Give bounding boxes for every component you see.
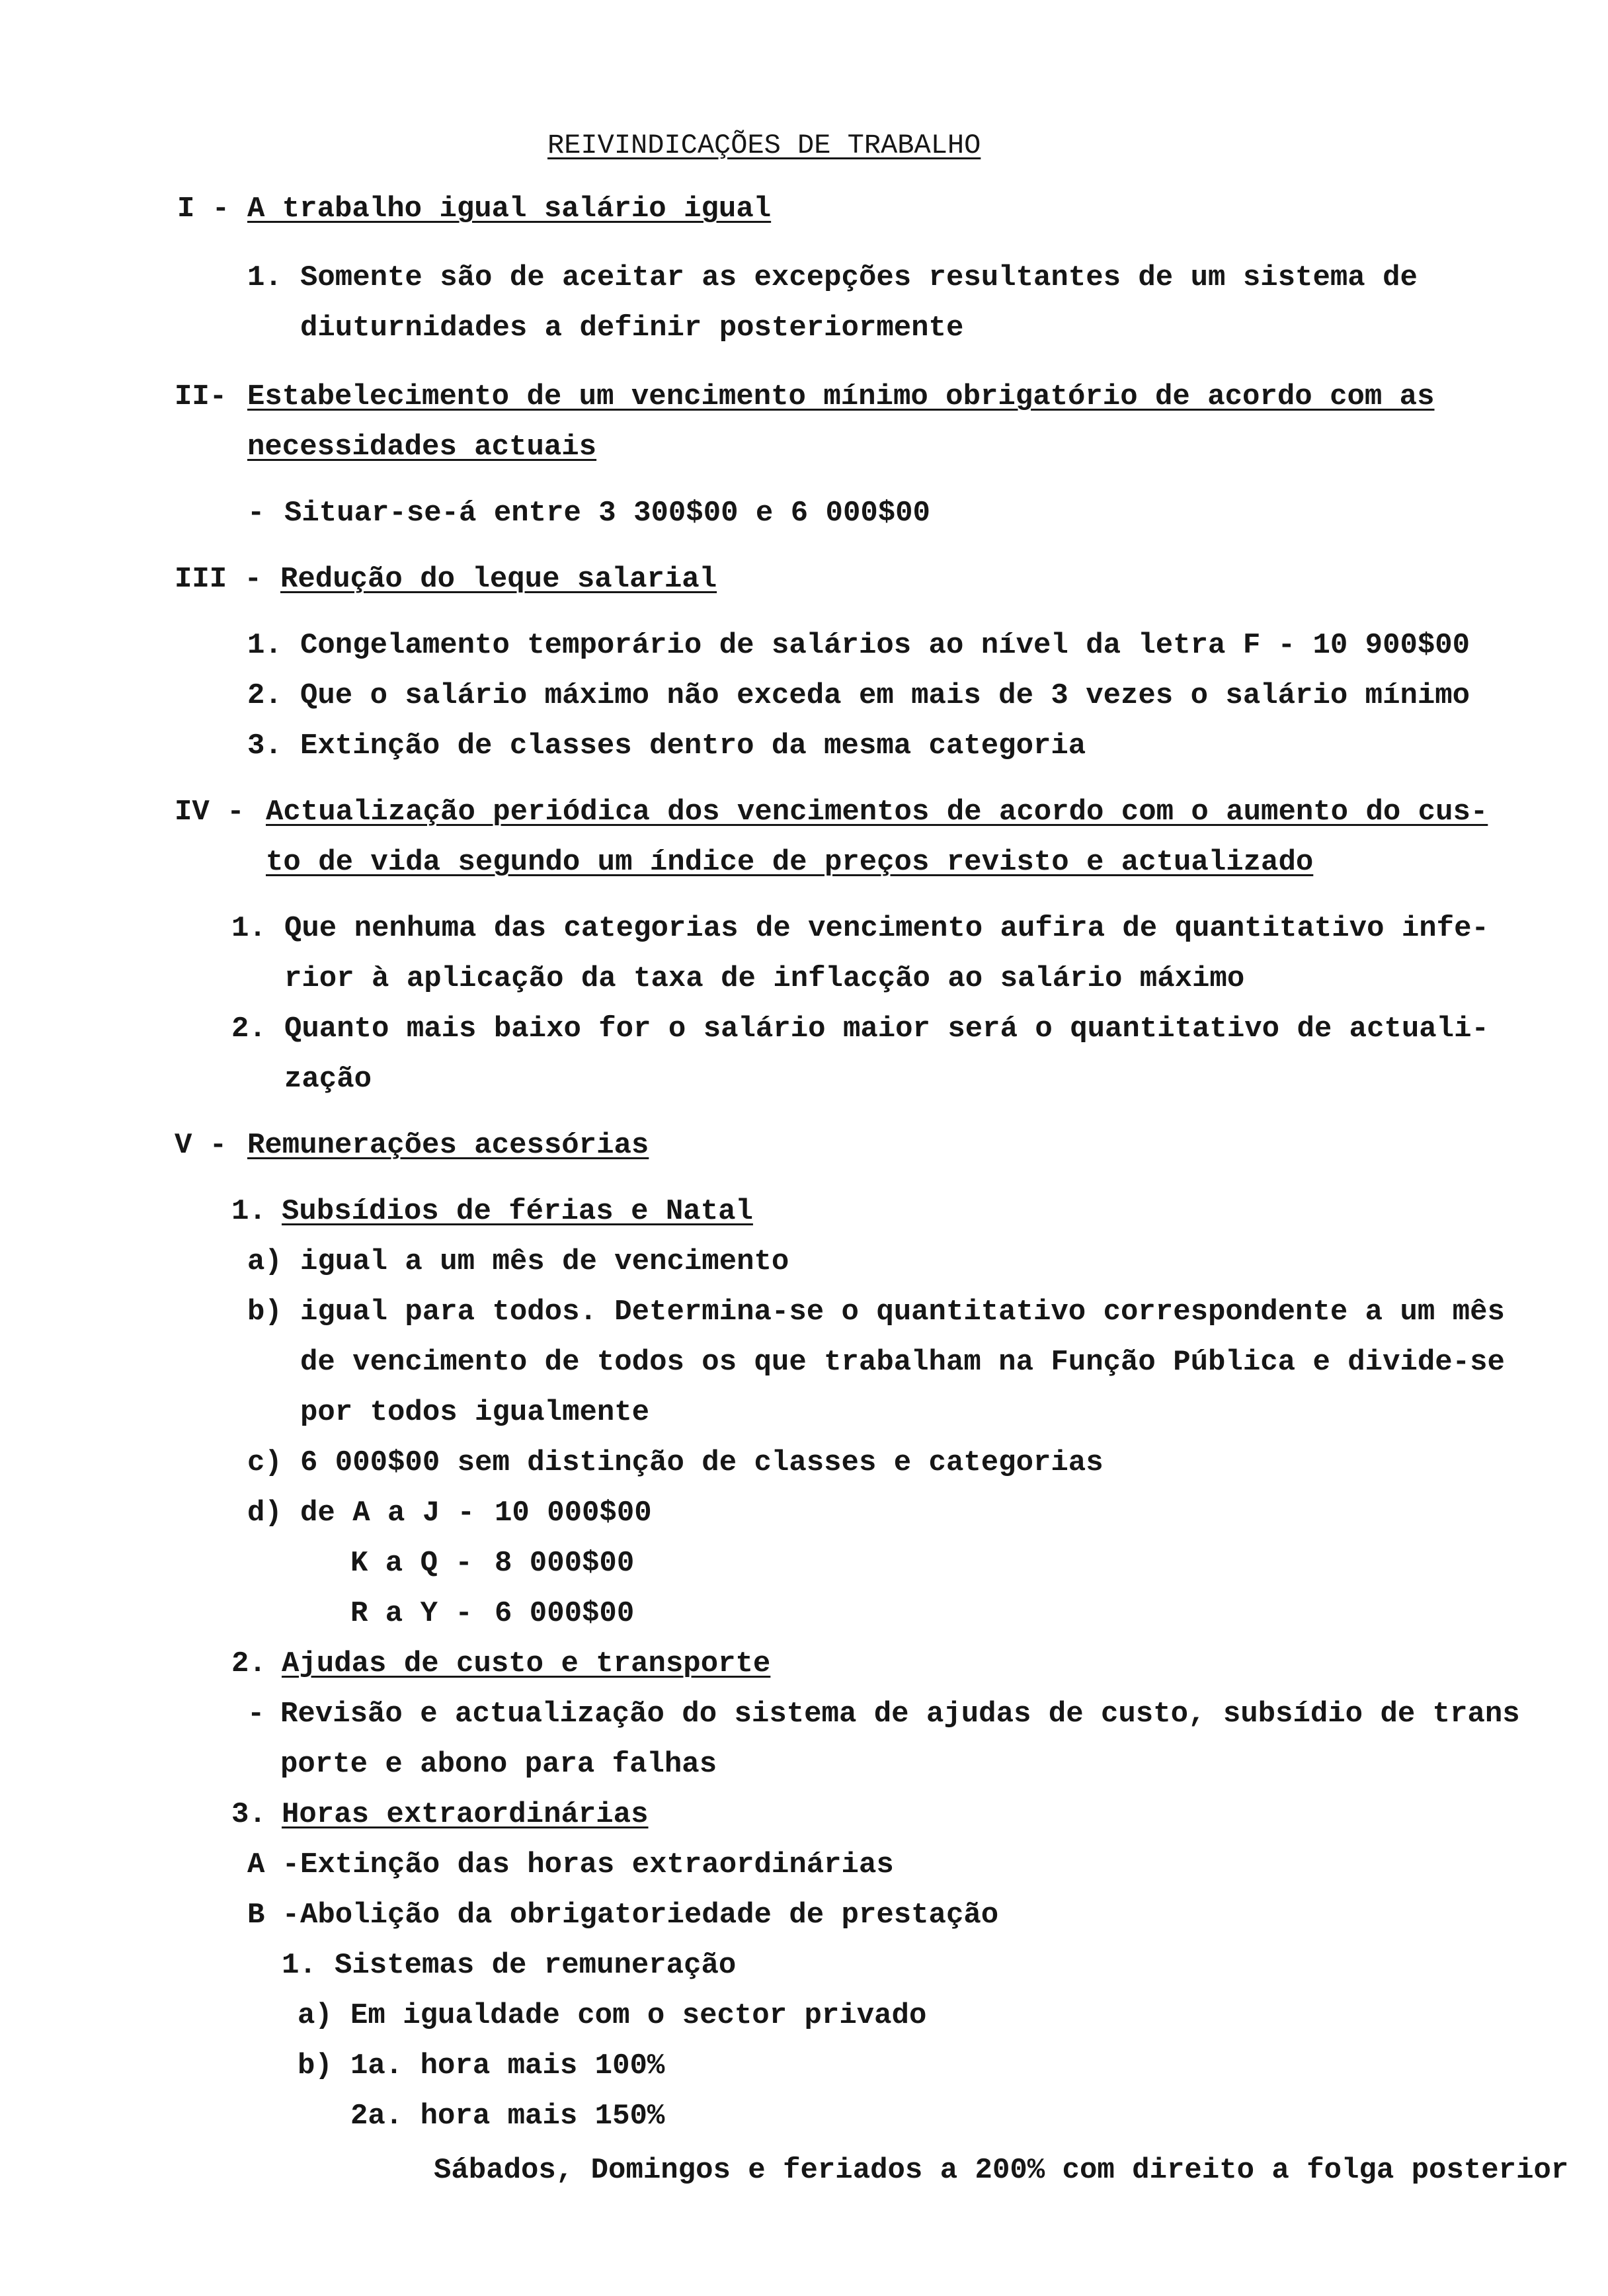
subsection-3-item-A-label: A - <box>247 1848 300 1881</box>
section-3-item-2-text: Que o salário máximo não exceda em mais de 3 vezes o salário mínimo <box>300 679 1470 712</box>
section-1-number: I - <box>177 192 230 226</box>
subsection-3-item-A-text: Extinção das horas extraordinárias <box>300 1848 894 1881</box>
subsection-3-item-1-label: 1. <box>282 1949 317 1982</box>
section-2-title-line-2: necessidades actuais <box>247 430 597 464</box>
subsection-3-item-b-label: b) <box>298 2049 333 2082</box>
subsection-1-item-d-label: d) <box>247 1496 282 1530</box>
subsection-1-item-b-line-3: por todos igualmente <box>300 1396 650 1429</box>
subsection-3-item-1 <box>282 1947 736 1984</box>
subsection-2-heading <box>231 1645 770 1682</box>
subsection-1-item-b-text: igual para todos. Determina-se o quantitativo correspondente a um mês <box>300 1295 1505 1329</box>
subsection-2-number: 2. <box>231 1647 266 1680</box>
subsection-1-item-c-label: c) <box>247 1446 282 1479</box>
section-3-item-1 <box>247 627 1470 664</box>
section-4-item-1-number: 1. <box>231 912 266 945</box>
subsection-1-title: Subsídios de férias e Natal <box>282 1195 753 1228</box>
subsection-1-item-d-range-2: K a Q - <box>350 1547 473 1580</box>
section-5-title: Remunerações acessórias <box>247 1129 649 1162</box>
section-2-heading-line-1 <box>175 378 1435 415</box>
section-3-item-1-number: 1. <box>247 629 282 662</box>
subsection-1-number: 1. <box>231 1195 266 1228</box>
subsection-3-item-b-line-3: Sábados, Domingos e feriados a 200% com direito a folga posterior <box>434 2154 1569 2187</box>
subsection-3-item-a <box>298 1997 926 2034</box>
subsection-1-heading <box>231 1193 753 1230</box>
subsection-1-item-b-label: b) <box>247 1295 282 1329</box>
section-1-item-1-line-2: diuturnidades a definir posteriormente <box>300 311 964 345</box>
subsection-3-number: 3. <box>231 1798 266 1831</box>
subsection-3-title: Horas extraordinárias <box>282 1798 649 1831</box>
subsection-3-item-b-text: 1a. hora mais 100% <box>350 2049 665 2082</box>
subsection-1-item-a <box>247 1243 789 1280</box>
subsection-1-item-d-value-3: 6 000$00 <box>495 1597 635 1630</box>
subsection-1-item-c-text: 6 000$00 sem distinção de classes e categorias <box>300 1446 1104 1479</box>
section-2-title-line-1: Estabelecimento de um vencimento mínimo obrigatório de acordo com as <box>247 380 1435 413</box>
section-5-heading <box>175 1127 649 1164</box>
subsection-1-item-d-range-1: de A a J - <box>300 1496 475 1530</box>
section-4-item-2-number: 2. <box>231 1012 266 1046</box>
subsection-3-heading <box>231 1796 649 1833</box>
section-4-heading-line-1 <box>175 794 1488 831</box>
subsection-3-item-1-text: Sistemas de remuneração <box>335 1949 737 1982</box>
section-3-item-2-number: 2. <box>247 679 282 712</box>
section-4-title-line-1: Actualização periódica dos vencimentos de acordo com o aumento do cus- <box>266 796 1488 829</box>
subsection-1-item-a-label: a) <box>247 1245 282 1278</box>
section-4-item-1-line-1 <box>231 910 1489 947</box>
subsection-2-text-line-1 <box>247 1696 1520 1733</box>
section-4-item-1-line-2: rior à aplicação da taxa de inflacção ao salário máximo <box>284 962 1245 995</box>
section-3-number: III - <box>175 563 262 596</box>
document-title: REIVINDICAÇÕES DE TRABALHO <box>547 130 981 161</box>
subsection-1-item-d-row-1 <box>247 1495 652 1532</box>
subsection-3-item-b <box>298 2047 664 2084</box>
section-4-title-line-2: to de vida segundo um índice de preços revisto e actualizado <box>266 846 1314 879</box>
section-2-item-1-dash: - <box>247 497 265 530</box>
subsection-1-item-d-value-1: 10 000$00 <box>495 1496 652 1530</box>
section-3-item-1-text: Congelamento temporário de salários ao nível da letra F - 10 900$00 <box>300 629 1470 662</box>
subsection-3-item-B-text: Abolição da obrigatoriedade de prestação <box>300 1899 999 1932</box>
section-4-number: IV - <box>175 796 245 829</box>
section-1-item-1-text: Somente são de aceitar as excepções resultantes de um sistema de <box>300 261 1418 294</box>
subsection-3-item-A <box>247 1846 894 1883</box>
subsection-3-item-B <box>247 1897 998 1934</box>
section-1-heading <box>177 190 771 227</box>
subsection-1-item-d-row-2 <box>350 1545 634 1582</box>
section-2-item-1-text: Situar-se-á entre 3 300$00 e 6 000$00 <box>284 497 930 530</box>
section-2-number: II- <box>175 380 227 413</box>
section-4-item-1-text: Que nenhuma das categorias de vencimento aufira de quantitativo infe- <box>284 912 1489 945</box>
section-3-item-3-number: 3. <box>247 729 282 762</box>
section-2-item-1 <box>247 495 930 532</box>
subsection-3-item-B-label: B - <box>247 1899 300 1932</box>
section-3-item-2 <box>247 677 1470 714</box>
subsection-1-item-b-line-2: de vencimento de todos os que trabalham na Função Pública e divide-se <box>300 1346 1505 1379</box>
subsection-3-item-a-label: a) <box>298 1999 333 2032</box>
section-4-item-2-line-1 <box>231 1010 1489 1047</box>
subsection-1-item-c <box>247 1444 1104 1481</box>
section-1-title: A trabalho igual salário igual <box>247 192 772 226</box>
section-3-title: Redução do leque salarial <box>280 563 717 596</box>
section-1-item-1-number: 1. <box>247 261 282 294</box>
section-5-number: V - <box>175 1129 227 1162</box>
subsection-1-item-d-range-3: R a Y - <box>350 1597 473 1630</box>
subsection-2-text-line-2: porte e abono para falhas <box>280 1748 717 1781</box>
subsection-3-item-b-line-2: 2a. hora mais 150% <box>350 2100 665 2133</box>
section-3-item-3 <box>247 727 1086 764</box>
subsection-3-item-a-text: Em igualdade com o sector privado <box>350 1999 927 2032</box>
section-1-item-1-line-1 <box>247 259 1418 296</box>
subsection-2-text: Revisão e actualização do sistema de ajudas de custo, subsídio de trans <box>280 1698 1520 1731</box>
subsection-2-title: Ajudas de custo e transporte <box>282 1647 771 1680</box>
section-4-item-2-text: Quanto mais baixo for o salário maior será o quantitativo de actuali- <box>284 1012 1489 1046</box>
section-3-item-3-text: Extinção de classes dentro da mesma categoria <box>300 729 1086 762</box>
section-3-heading <box>175 561 717 598</box>
subsection-1-item-d-row-3 <box>350 1595 634 1632</box>
subsection-2-dash: - <box>247 1698 265 1731</box>
section-4-item-2-line-2: zação <box>284 1063 372 1096</box>
subsection-1-item-b-line-1 <box>247 1293 1505 1331</box>
subsection-1-item-d-value-2: 8 000$00 <box>495 1547 635 1580</box>
subsection-1-item-a-text: igual a um mês de vencimento <box>300 1245 789 1278</box>
